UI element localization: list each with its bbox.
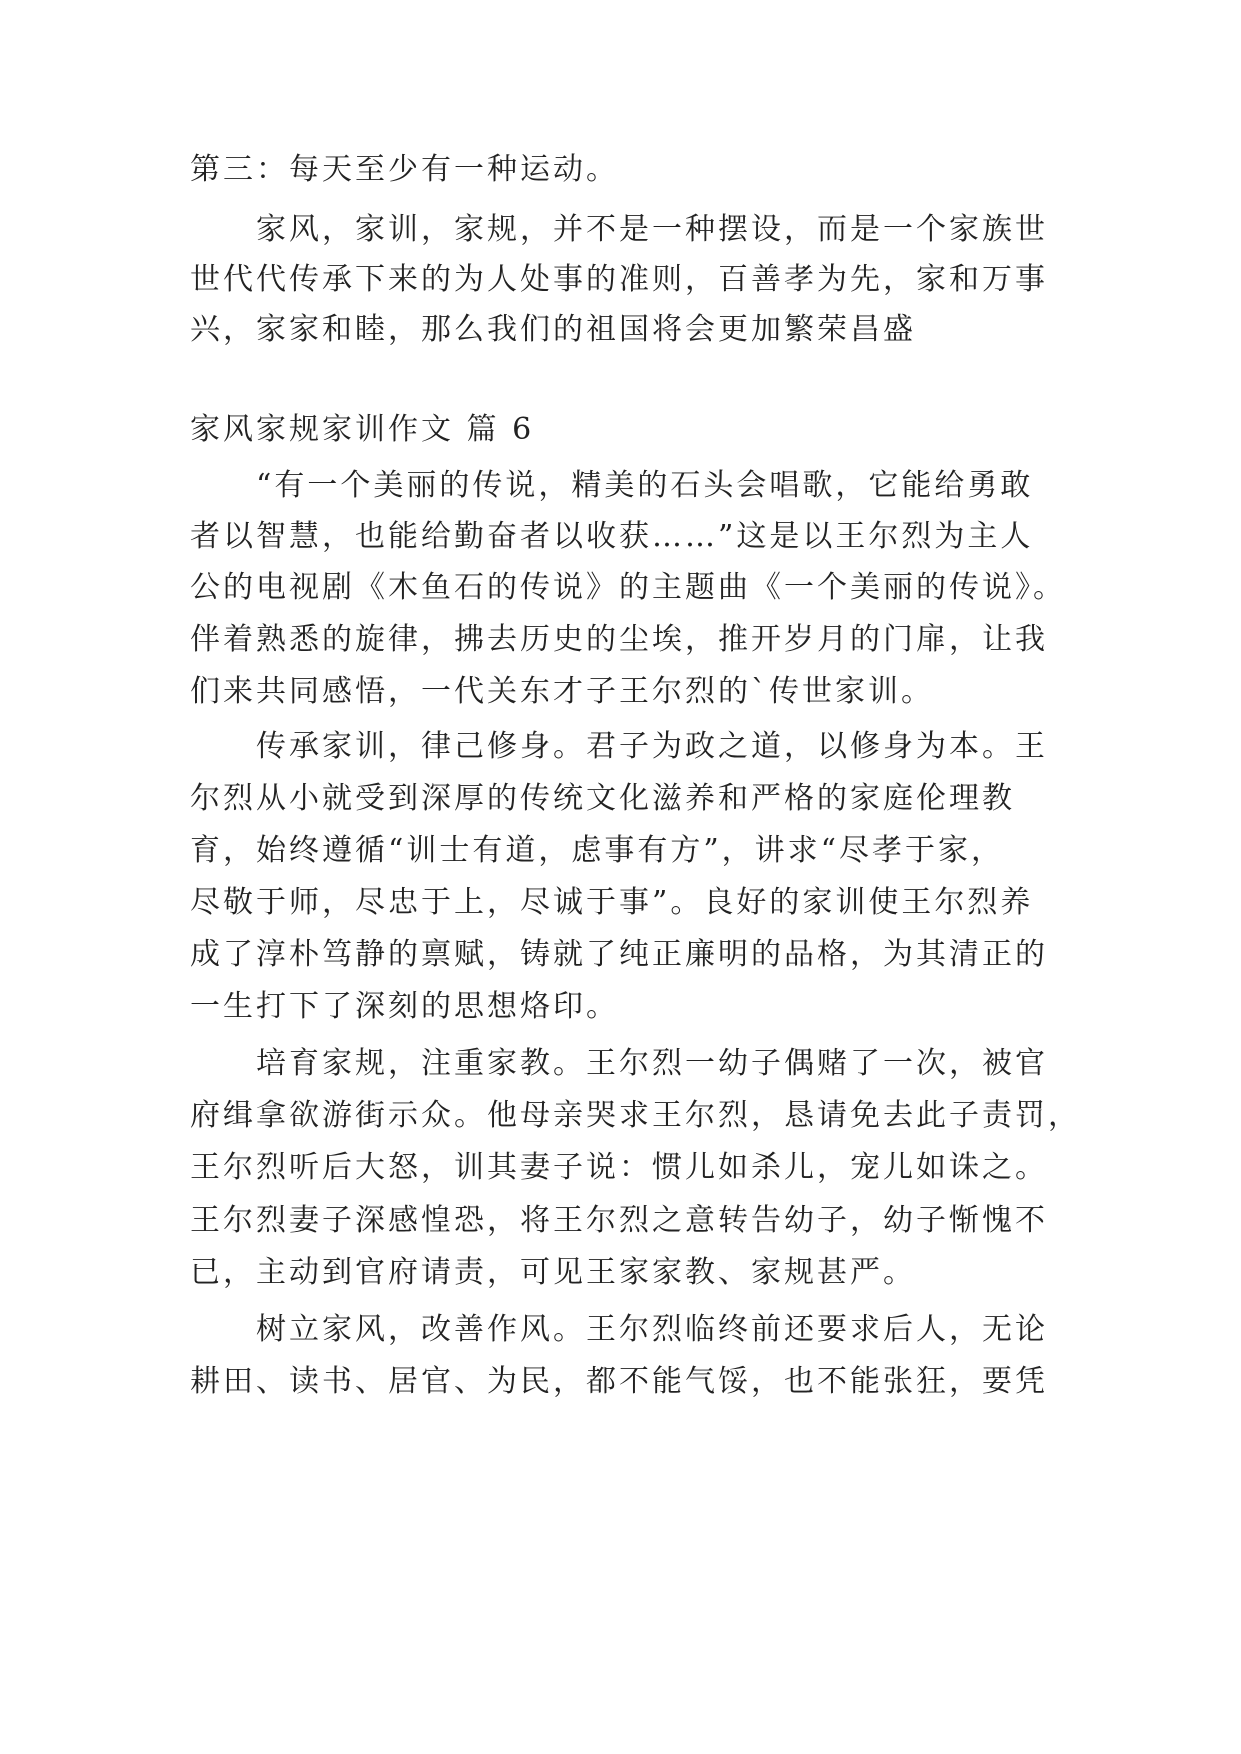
text-line: 王尔烈妻子深感惶恐，将王尔烈之意转告幼子，幼子惭愧不 (190, 1203, 1048, 1238)
text-line: 王尔烈听后大怒，训其妻子说：惯儿如杀儿，宠儿如诛之。 (190, 1150, 1048, 1185)
text-line: 府缉拿欲游街示众。他母亲哭求王尔烈，恳请免去此子责罚， (190, 1098, 1081, 1133)
text-line: 已，主动到官府请责，可见王家家教、家规甚严。 (190, 1255, 916, 1290)
text-line: 者以智慧，也能给勤奋者以收获……”这是以王尔烈为主人 (190, 519, 1034, 554)
text-line: 公的电视剧《木鱼石的传说》的主题曲《一个美丽的传说》。 (190, 570, 1066, 605)
text-line: 们来共同感悟，一代关东才子王尔烈的`传世家训。 (190, 674, 934, 709)
paragraph-first-line: 树立家风，改善作风。王尔烈临终前还要求后人，无论 (256, 1312, 1048, 1347)
paragraph-first-line: 传承家训，律己修身。君子为政之道，以修身为本。王 (256, 729, 1048, 764)
text-line: 耕田、读书、居官、为民，都不能气馁，也不能张狂，要凭 (190, 1364, 1048, 1399)
text-line: 一生打下了深刻的思想烙印。 (190, 989, 619, 1024)
text-line: 尽敬于师，尽忠于上，尽诚于事”。良好的家训使王尔烈养 (190, 885, 1034, 920)
text-line: 伴着熟悉的旋律，拂去历史的尘埃，推开岁月的门扉，让我 (190, 622, 1048, 657)
text-line: 尔烈从小就受到深厚的传统文化滋养和严格的家庭伦理教 (190, 781, 1015, 816)
text-line: 兴，家家和睦，那么我们的祖国将会更加繁荣昌盛 (190, 312, 916, 347)
paragraph-first-line: 家风，家训，家规，并不是一种摆设，而是一个家族世 (256, 212, 1048, 247)
text-line: 成了淳朴笃静的禀赋，铸就了纯正廉明的品格，为其清正的 (190, 937, 1048, 972)
text-line: 第三：每天至少有一种运动。 (190, 152, 619, 187)
paragraph-first-line: 培育家规，注重家教。王尔烈一幼子偶赌了一次，被官 (256, 1046, 1048, 1081)
paragraph-first-line: “有一个美丽的传说，精美的石头会唱歌，它能给勇敢 (256, 468, 1034, 503)
text-line: 世代代传承下来的为人处事的准则，百善孝为先，家和万事 (190, 262, 1048, 297)
text-line: 育，始终遵循“训士有道，虑事有方”，讲求“尽孝于家， (190, 833, 1005, 868)
section-heading: 家风家规家训作文 篇 6 (190, 412, 535, 447)
